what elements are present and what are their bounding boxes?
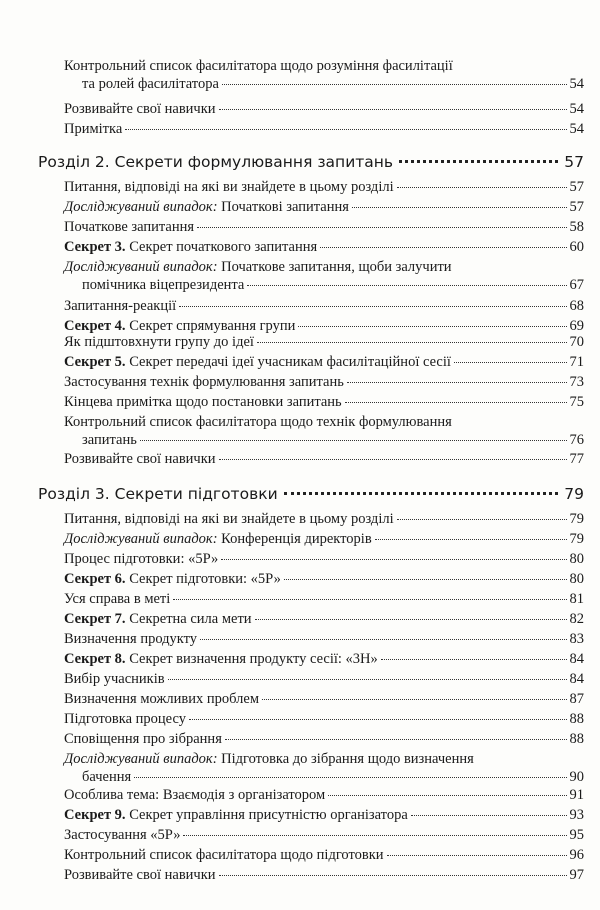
page-number: 97 xyxy=(569,867,584,883)
toc-entry-line xyxy=(64,750,584,768)
page-number: 67 xyxy=(569,277,584,293)
dot-leader xyxy=(387,854,567,856)
toc-entry-line xyxy=(64,866,584,884)
toc-entry xyxy=(64,826,584,844)
entry-title: Розвивайте свої навички xyxy=(64,101,216,117)
page-number: 68 xyxy=(569,298,584,314)
entry-title: Контрольний список фасилітатора щодо технік формулювання xyxy=(64,414,452,430)
page-number: 76 xyxy=(569,432,584,448)
toc-entry-line xyxy=(64,218,584,236)
entry-title: Визначення можливих проблем xyxy=(64,691,259,707)
toc-entry-line xyxy=(64,570,584,588)
toc-entry-line xyxy=(64,590,584,608)
dot-leader xyxy=(219,458,567,460)
dot-leader xyxy=(397,186,567,188)
entry-title: Визначення продукту xyxy=(64,631,198,647)
entry-title: запитань xyxy=(82,432,137,448)
toc-entry xyxy=(64,373,584,391)
page-number: 80 xyxy=(569,571,584,587)
page-number: 77 xyxy=(569,451,584,467)
entry-title: Досліджуваний випадок: Підготовка до зібрання щодо визначення xyxy=(64,751,474,767)
page-number: 88 xyxy=(569,731,584,747)
dot-leader xyxy=(222,83,567,85)
toc-entry-line xyxy=(64,846,584,864)
toc-entry-line xyxy=(64,100,584,118)
toc-entry-line xyxy=(64,550,584,568)
entry-title: Розвивайте свої навички xyxy=(64,867,216,883)
dot-leader xyxy=(381,658,567,660)
toc-entry-line xyxy=(64,373,584,391)
toc-entry-continuation xyxy=(64,276,584,294)
page-number: 70 xyxy=(569,334,584,350)
entry-title: Розвивайте свої навички xyxy=(64,451,216,467)
toc-entry-line xyxy=(64,413,584,431)
toc-entry-line xyxy=(64,650,584,668)
toc-entry xyxy=(64,710,584,728)
entry-title: Секрет 9. Секрет управління присутністю організатора xyxy=(64,807,408,823)
toc-entry-line xyxy=(64,297,584,315)
page-number: 81 xyxy=(569,591,584,607)
page-number: 93 xyxy=(569,807,584,823)
entry-title: Секрет 6. Секрет підготовки: «5Р» xyxy=(64,571,281,587)
secret-label: Секрет 7. xyxy=(64,611,126,627)
toc-entry xyxy=(64,786,584,804)
entry-title: Сповіщення про зібрання xyxy=(64,731,222,747)
dot-leader xyxy=(298,325,566,327)
dot-leader xyxy=(411,814,567,816)
toc-entry-line xyxy=(64,333,584,351)
page-number: 54 xyxy=(569,101,584,117)
page-number: 57 xyxy=(564,153,584,171)
entry-title: Застосування технік формулювання запитань xyxy=(64,374,344,390)
toc-entry xyxy=(64,806,584,824)
page-number: 73 xyxy=(569,374,584,390)
toc-entry-line xyxy=(64,510,584,528)
entry-title: Особлива тема: Взаємодія з організатором xyxy=(64,787,326,803)
dot-leader xyxy=(179,305,566,307)
toc-entry xyxy=(64,238,584,256)
page-number: 82 xyxy=(569,611,584,627)
dot-leader xyxy=(397,518,567,520)
dot-leader xyxy=(134,776,566,778)
entry-title: Питання, відповіді на які ви знайдете в цьому розділі xyxy=(64,179,394,195)
toc-entry xyxy=(64,570,584,588)
entry-title: та ролей фасилітатора xyxy=(82,76,219,92)
toc-entry-line xyxy=(64,710,584,728)
case-study-label: Досліджуваний випадок: xyxy=(64,751,218,767)
toc-entry xyxy=(64,100,584,118)
toc-entry xyxy=(64,353,584,371)
entry-title: Контрольний список фасилітатора щодо розуміння фасилітації xyxy=(64,58,453,74)
toc-entry-line xyxy=(64,393,584,411)
page-number: 79 xyxy=(569,511,584,527)
dot-leader xyxy=(454,361,567,363)
toc-entry xyxy=(64,590,584,608)
secret-label: Секрет 8. xyxy=(64,651,126,667)
dot-leader xyxy=(125,128,566,130)
toc-entry xyxy=(64,450,584,468)
toc-entry-line xyxy=(64,670,584,688)
toc-entry xyxy=(64,393,584,411)
toc-entry xyxy=(64,57,584,93)
page-number: 79 xyxy=(564,485,584,503)
dot-leader xyxy=(284,491,559,495)
page-number: 83 xyxy=(569,631,584,647)
page-number: 57 xyxy=(569,199,584,215)
toc-entry xyxy=(64,178,584,196)
case-study-label: Досліджуваний випадок: xyxy=(64,199,218,215)
page-number: 57 xyxy=(569,179,584,195)
dot-leader xyxy=(219,108,567,110)
toc-entry xyxy=(64,610,584,628)
toc-entry-line xyxy=(64,630,584,648)
entry-title: бачення xyxy=(82,769,132,785)
toc-entry-line xyxy=(64,786,584,804)
toc-entry-line xyxy=(64,806,584,824)
entry-title: Секрет 4. Секрет спрямування групи xyxy=(64,318,296,334)
entry-title: Досліджуваний випадок: Початкові запитання xyxy=(64,199,349,215)
toc-entry-continuation xyxy=(64,75,584,93)
toc-entry-line xyxy=(64,610,584,628)
dot-leader xyxy=(173,598,566,600)
page-number: 88 xyxy=(569,711,584,727)
toc-entry-continuation xyxy=(64,431,584,449)
dot-leader xyxy=(189,718,567,720)
entry-title: Кінцева примітка щодо постановки запитань xyxy=(64,394,342,410)
toc-entry-line xyxy=(64,690,584,708)
toc-entry-line xyxy=(64,120,584,138)
page-number: 91 xyxy=(569,787,584,803)
entry-title: Секрет 7. Секретна сила мети xyxy=(64,611,252,627)
toc-entry-continuation xyxy=(64,768,584,786)
toc-entry xyxy=(64,218,584,236)
dot-leader xyxy=(262,698,567,700)
dot-leader xyxy=(328,794,566,796)
case-study-label: Досліджуваний випадок: xyxy=(64,259,218,275)
entry-title: Досліджуваний випадок: Конференція директорів xyxy=(64,531,372,547)
page-number: 60 xyxy=(569,239,584,255)
toc-entry-line xyxy=(64,530,584,548)
dot-leader xyxy=(399,159,558,163)
entry-title: Досліджуваний випадок: Початкове запитання, щоби залучити xyxy=(64,259,452,275)
secret-label: Секрет 3. xyxy=(64,239,126,255)
toc-entry-line xyxy=(64,730,584,748)
toc-entry xyxy=(64,510,584,528)
dot-leader xyxy=(255,618,567,620)
toc-entry-line xyxy=(64,238,584,256)
dot-leader xyxy=(200,638,566,640)
page-number: 96 xyxy=(569,847,584,863)
toc-chapter-heading xyxy=(38,484,584,504)
page-number: 84 xyxy=(569,671,584,687)
toc-entry xyxy=(64,650,584,668)
dot-leader xyxy=(140,439,567,441)
entry-title: Вибір учасників xyxy=(64,671,165,687)
entry-title: Примітка xyxy=(64,121,123,137)
toc-entry xyxy=(64,750,584,786)
dot-leader xyxy=(352,206,567,208)
entry-title: Процес підготовки: «5Р» xyxy=(64,551,219,567)
secret-label: Секрет 5. xyxy=(64,354,126,370)
entry-title: Питання, відповіді на які ви знайдете в цьому розділі xyxy=(64,511,394,527)
page-number: 84 xyxy=(569,651,584,667)
page-number: 75 xyxy=(569,394,584,410)
toc-entry-line xyxy=(64,178,584,196)
toc-entry xyxy=(64,333,584,351)
page-number: 58 xyxy=(569,219,584,235)
entry-title: Початкове запитання xyxy=(64,219,195,235)
case-study-label: Досліджуваний випадок: xyxy=(64,531,218,547)
entry-title: Уся справа в меті xyxy=(64,591,171,607)
dot-leader xyxy=(347,381,567,383)
toc-entry-line xyxy=(64,258,584,276)
toc-entry xyxy=(64,550,584,568)
toc-entry-line xyxy=(64,826,584,844)
toc-entry xyxy=(64,690,584,708)
toc-chapter-heading xyxy=(38,152,584,172)
secret-label: Секрет 6. xyxy=(64,571,126,587)
dot-leader xyxy=(257,341,567,343)
dot-leader xyxy=(183,834,566,836)
entry-title: Запитання-реакції xyxy=(64,298,177,314)
dot-leader xyxy=(320,246,566,248)
page-number: 54 xyxy=(569,76,584,92)
toc-entry xyxy=(64,866,584,884)
dot-leader xyxy=(219,874,567,876)
toc-entry xyxy=(64,258,584,294)
dot-leader xyxy=(375,538,567,540)
toc-entry xyxy=(64,670,584,688)
entry-title: Як підштовхнути групу до ідеї xyxy=(64,334,254,350)
page-number: 69 xyxy=(569,318,584,334)
secret-label: Секрет 4. xyxy=(64,318,126,334)
page-number: 90 xyxy=(569,769,584,785)
dot-leader xyxy=(247,284,566,286)
page-number: 95 xyxy=(569,827,584,843)
toc-entry xyxy=(64,730,584,748)
dot-leader xyxy=(345,401,567,403)
entry-title: Секрет 8. Секрет визначення продукту сесії: «3Н» xyxy=(64,651,378,667)
chapter-title: Розділ 2. Секрети формулювання запитань xyxy=(38,153,394,171)
entry-title: Контрольний список фасилітатора щодо підготовки xyxy=(64,847,384,863)
dot-leader xyxy=(225,738,567,740)
toc-entry xyxy=(64,846,584,864)
dot-leader xyxy=(221,558,566,560)
toc-entry xyxy=(64,530,584,548)
entry-title: помічника віцепрезидента xyxy=(82,277,245,293)
page-number: 71 xyxy=(569,354,584,370)
entry-title: Застосування «5Р» xyxy=(64,827,181,843)
toc-entry-line xyxy=(64,57,584,75)
dot-leader xyxy=(168,678,567,680)
page-number: 80 xyxy=(569,551,584,567)
toc-entry xyxy=(64,413,584,449)
entry-title: Секрет 3. Секрет початкового запитання xyxy=(64,239,318,255)
toc-entry-line xyxy=(64,198,584,216)
dot-leader xyxy=(284,578,567,580)
page-number: 87 xyxy=(569,691,584,707)
entry-title: Підготовка процесу xyxy=(64,711,186,727)
toc-entry xyxy=(64,297,584,315)
entry-title: Секрет 5. Секрет передачі ідеї учасникам фасилітаційної сесії xyxy=(64,354,451,370)
page-number: 54 xyxy=(569,121,584,137)
toc-entry xyxy=(64,120,584,138)
toc-entry-line xyxy=(64,353,584,371)
chapter-title: Розділ 3. Секрети підготовки xyxy=(38,485,278,503)
secret-label: Секрет 9. xyxy=(64,807,126,823)
toc-entry-line xyxy=(64,450,584,468)
toc-entry xyxy=(64,198,584,216)
page-number: 79 xyxy=(569,531,584,547)
dot-leader xyxy=(197,226,566,228)
toc-entry xyxy=(64,630,584,648)
